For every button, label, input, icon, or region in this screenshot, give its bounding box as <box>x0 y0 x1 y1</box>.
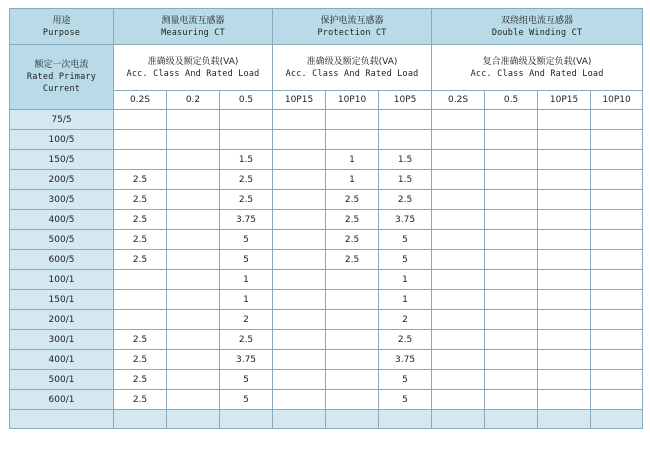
load-value-cell <box>432 290 485 310</box>
load-value-cell <box>538 110 591 130</box>
load-value-cell <box>432 150 485 170</box>
load-value-cell <box>220 110 273 130</box>
group-zh: 双绕组电流互感器 <box>501 15 574 26</box>
load-value-cell: 2.5 <box>326 210 379 230</box>
class-header: 0.5 <box>220 91 273 110</box>
load-value-cell <box>379 130 432 150</box>
load-value-cell <box>485 230 538 250</box>
header-row-subgroups <box>10 45 643 91</box>
load-value-cell <box>326 310 379 330</box>
table-row <box>10 330 643 350</box>
group-en: Measuring CT <box>161 27 225 38</box>
load-value-cell <box>485 350 538 370</box>
load-value-cell: 1 <box>326 170 379 190</box>
load-value-cell <box>591 130 643 150</box>
rated-en-2: Current <box>42 84 81 94</box>
load-value-cell <box>432 190 485 210</box>
table-row <box>10 350 643 370</box>
load-value-cell <box>538 270 591 290</box>
load-value-cell <box>432 250 485 270</box>
purpose-header <box>10 9 114 45</box>
subgroup-zh: 复合准确级及额定负载(VA) <box>482 56 592 67</box>
rated-current-cell: 300/1 <box>10 330 114 350</box>
rated-current-cell: 100/5 <box>10 130 114 150</box>
load-value-cell <box>167 410 220 429</box>
load-value-cell <box>485 170 538 190</box>
load-value-cell <box>273 370 326 390</box>
load-value-cell <box>591 330 643 350</box>
load-value-cell <box>114 270 167 290</box>
table-row <box>10 150 643 170</box>
subgroup-zh: 准确级及额定负载(VA) <box>147 56 239 67</box>
load-value-cell: 5 <box>220 370 273 390</box>
load-value-cell <box>167 230 220 250</box>
load-value-cell <box>432 310 485 330</box>
ct-spec-table <box>9 8 643 429</box>
load-value-cell <box>220 130 273 150</box>
load-value-cell <box>591 150 643 170</box>
class-header: 10P5 <box>379 91 432 110</box>
rated-current-cell: 600/1 <box>10 390 114 410</box>
load-value-cell <box>591 230 643 250</box>
load-value-cell <box>273 390 326 410</box>
load-value-cell <box>114 150 167 170</box>
load-value-cell: 5 <box>220 390 273 410</box>
load-value-cell <box>485 110 538 130</box>
load-value-cell <box>114 290 167 310</box>
load-value-cell: 2.5 <box>114 350 167 370</box>
load-value-cell <box>432 210 485 230</box>
load-value-cell <box>379 110 432 130</box>
load-value-cell: 1 <box>379 270 432 290</box>
load-value-cell: 1 <box>220 270 273 290</box>
class-header: 0.2S <box>114 91 167 110</box>
rated-current-cell: 500/5 <box>10 230 114 250</box>
load-value-cell <box>432 170 485 190</box>
load-value-cell <box>432 270 485 290</box>
rated-current-cell: 100/1 <box>10 270 114 290</box>
load-value-cell <box>273 110 326 130</box>
load-value-cell <box>167 390 220 410</box>
load-value-cell <box>167 350 220 370</box>
load-value-cell <box>591 350 643 370</box>
rated-current-cell: 300/5 <box>10 190 114 210</box>
load-value-cell <box>538 330 591 350</box>
load-value-cell <box>538 370 591 390</box>
load-value-cell <box>591 290 643 310</box>
load-value-cell <box>167 150 220 170</box>
load-value-cell <box>432 410 485 429</box>
group-header-double-winding <box>432 9 643 45</box>
subgroup-zh: 准确级及额定负载(VA) <box>306 56 398 67</box>
load-value-cell <box>167 130 220 150</box>
table-row <box>10 290 643 310</box>
load-value-cell: 1.5 <box>220 150 273 170</box>
load-value-cell: 2.5 <box>326 230 379 250</box>
load-value-cell <box>167 190 220 210</box>
load-value-cell <box>538 150 591 170</box>
class-header: 10P15 <box>273 91 326 110</box>
load-value-cell <box>485 370 538 390</box>
load-value-cell: 2.5 <box>220 190 273 210</box>
load-value-cell <box>167 110 220 130</box>
rated-current-cell: 150/1 <box>10 290 114 310</box>
load-value-cell <box>538 170 591 190</box>
rated-current-cell: 500/1 <box>10 370 114 390</box>
load-value-cell <box>485 330 538 350</box>
table-row <box>10 210 643 230</box>
load-value-cell: 3.75 <box>379 210 432 230</box>
load-value-cell <box>167 370 220 390</box>
load-value-cell: 2.5 <box>220 170 273 190</box>
load-value-cell <box>167 170 220 190</box>
load-value-cell <box>326 350 379 370</box>
load-value-cell <box>538 230 591 250</box>
subgroup-en: Acc. Class And Rated Load <box>126 68 260 79</box>
load-value-cell: 2.5 <box>326 190 379 210</box>
load-value-cell <box>538 310 591 330</box>
load-value-cell <box>538 250 591 270</box>
load-value-cell <box>273 190 326 210</box>
table-row <box>10 270 643 290</box>
load-value-cell <box>114 310 167 330</box>
load-value-cell: 2 <box>379 310 432 330</box>
load-value-cell: 2.5 <box>114 330 167 350</box>
load-value-cell: 2.5 <box>379 190 432 210</box>
load-value-cell <box>485 270 538 290</box>
load-value-cell <box>114 110 167 130</box>
load-value-cell <box>485 390 538 410</box>
group-zh: 测量电流互感器 <box>161 15 225 26</box>
load-value-cell <box>591 310 643 330</box>
table-row <box>10 110 643 130</box>
load-value-cell: 3.75 <box>220 210 273 230</box>
header-row-groups <box>10 9 643 45</box>
load-value-cell <box>538 130 591 150</box>
load-value-cell <box>538 350 591 370</box>
load-value-cell: 5 <box>379 230 432 250</box>
load-value-cell <box>167 310 220 330</box>
rated-current-cell: 200/5 <box>10 170 114 190</box>
load-value-cell: 1.5 <box>379 150 432 170</box>
load-value-cell <box>326 330 379 350</box>
rated-current-cell: 75/5 <box>10 110 114 130</box>
subgroup-header-protection <box>273 45 432 91</box>
load-value-cell: 1 <box>326 150 379 170</box>
load-value-cell: 1.5 <box>379 170 432 190</box>
load-value-cell: 5 <box>220 250 273 270</box>
load-value-cell <box>591 110 643 130</box>
subgroup-header-measuring <box>114 45 273 91</box>
class-header: 0.5 <box>485 91 538 110</box>
load-value-cell <box>379 410 432 429</box>
table-row <box>10 250 643 270</box>
load-value-cell <box>432 370 485 390</box>
load-value-cell: 2 <box>220 310 273 330</box>
load-value-cell <box>591 250 643 270</box>
load-value-cell <box>273 170 326 190</box>
load-value-cell <box>591 170 643 190</box>
rated-current-header <box>10 45 114 110</box>
load-value-cell <box>273 230 326 250</box>
load-value-cell <box>326 290 379 310</box>
load-value-cell: 5 <box>379 390 432 410</box>
load-value-cell: 3.75 <box>379 350 432 370</box>
group-header-measuring <box>114 9 273 45</box>
ct-spec-table-container <box>9 8 642 429</box>
rated-current-cell: 200/1 <box>10 310 114 330</box>
load-value-cell <box>167 270 220 290</box>
group-zh: 保护电流互感器 <box>320 15 384 26</box>
load-value-cell <box>273 210 326 230</box>
load-value-cell <box>432 350 485 370</box>
table-row <box>10 230 643 250</box>
load-value-cell: 2.5 <box>114 390 167 410</box>
group-header-protection <box>273 9 432 45</box>
load-value-cell <box>432 130 485 150</box>
load-value-cell: 2.5 <box>114 370 167 390</box>
class-header: 0.2S <box>432 91 485 110</box>
load-value-cell <box>485 150 538 170</box>
table-row <box>10 170 643 190</box>
load-value-cell <box>326 390 379 410</box>
load-value-cell: 5 <box>379 250 432 270</box>
load-value-cell <box>432 230 485 250</box>
rated-current-cell: 400/5 <box>10 210 114 230</box>
load-value-cell: 2.5 <box>326 250 379 270</box>
subgroup-header-double-winding <box>432 45 643 91</box>
load-value-cell <box>114 130 167 150</box>
class-header: 10P10 <box>591 91 643 110</box>
load-value-cell <box>432 330 485 350</box>
load-value-cell <box>485 190 538 210</box>
rated-current-cell: 600/5 <box>10 250 114 270</box>
load-value-cell <box>167 330 220 350</box>
rated-current-cell: 150/5 <box>10 150 114 170</box>
load-value-cell: 3.75 <box>220 350 273 370</box>
table-row <box>10 310 643 330</box>
load-value-cell: 2.5 <box>220 330 273 350</box>
purpose-en: Purpose <box>42 27 81 38</box>
load-value-cell <box>326 270 379 290</box>
load-value-cell <box>538 390 591 410</box>
rated-current-cell <box>10 410 114 429</box>
rated-zh: 额定一次电流 <box>34 60 89 70</box>
table-row <box>10 130 643 150</box>
load-value-cell <box>273 130 326 150</box>
load-value-cell: 5 <box>379 370 432 390</box>
group-en: Double Winding CT <box>491 27 583 38</box>
load-value-cell <box>591 390 643 410</box>
load-value-cell <box>220 410 273 429</box>
load-value-cell <box>485 250 538 270</box>
load-value-cell <box>273 250 326 270</box>
load-value-cell <box>326 370 379 390</box>
rated-en-1: Rated Primary <box>26 72 97 82</box>
load-value-cell <box>432 390 485 410</box>
load-value-cell <box>326 410 379 429</box>
subgroup-en: Acc. Class And Rated Load <box>470 68 604 79</box>
load-value-cell <box>538 210 591 230</box>
purpose-zh: 用途 <box>52 15 71 26</box>
load-value-cell: 1 <box>220 290 273 310</box>
rated-current-cell: 400/1 <box>10 350 114 370</box>
load-value-cell: 2.5 <box>114 210 167 230</box>
load-value-cell <box>538 410 591 429</box>
load-value-cell <box>485 290 538 310</box>
table-row <box>10 370 643 390</box>
load-value-cell <box>273 330 326 350</box>
load-value-cell <box>485 210 538 230</box>
load-value-cell: 2.5 <box>114 170 167 190</box>
load-value-cell <box>591 370 643 390</box>
load-value-cell <box>114 410 167 429</box>
load-value-cell <box>167 290 220 310</box>
load-value-cell <box>591 270 643 290</box>
load-value-cell: 2.5 <box>379 330 432 350</box>
class-header: 0.2 <box>167 91 220 110</box>
load-value-cell <box>167 250 220 270</box>
load-value-cell <box>432 110 485 130</box>
load-value-cell <box>538 190 591 210</box>
class-header: 10P15 <box>538 91 591 110</box>
table-row <box>10 390 643 410</box>
load-value-cell <box>538 290 591 310</box>
load-value-cell: 2.5 <box>114 250 167 270</box>
load-value-cell <box>167 210 220 230</box>
load-value-cell: 2.5 <box>114 230 167 250</box>
load-value-cell: 1 <box>379 290 432 310</box>
load-value-cell <box>591 410 643 429</box>
load-value-cell <box>273 150 326 170</box>
load-value-cell <box>591 190 643 210</box>
table-row <box>10 410 643 429</box>
load-value-cell <box>485 410 538 429</box>
load-value-cell: 2.5 <box>114 190 167 210</box>
load-value-cell: 5 <box>220 230 273 250</box>
load-value-cell <box>485 130 538 150</box>
class-header: 10P10 <box>326 91 379 110</box>
group-en: Protection CT <box>317 27 387 38</box>
load-value-cell <box>273 350 326 370</box>
load-value-cell <box>485 310 538 330</box>
load-value-cell <box>273 270 326 290</box>
load-value-cell <box>273 410 326 429</box>
table-row <box>10 190 643 210</box>
load-value-cell <box>326 110 379 130</box>
load-value-cell <box>591 210 643 230</box>
subgroup-en: Acc. Class And Rated Load <box>285 68 419 79</box>
load-value-cell <box>326 130 379 150</box>
load-value-cell <box>273 310 326 330</box>
load-value-cell <box>273 290 326 310</box>
